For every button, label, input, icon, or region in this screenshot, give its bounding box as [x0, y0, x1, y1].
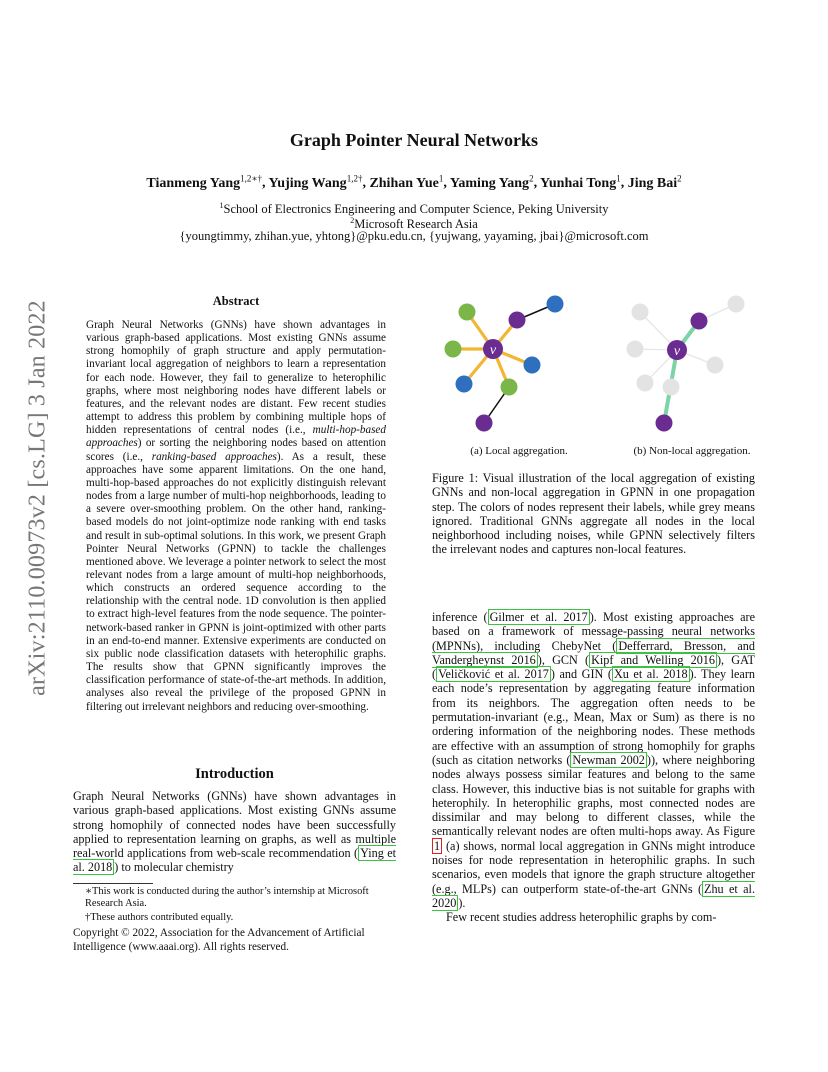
node-blue: [456, 376, 473, 393]
citation-link[interactable]: Ying et al. 2018: [73, 846, 397, 875]
footnote-internship: ∗This work is conducted during the author’s internship at Microsoft Research Asia.: [85, 886, 369, 910]
node-ignored: [627, 341, 644, 358]
arxiv-id-text: arXiv:2110.00973v2 [cs.LG] 3 Jan 2022: [24, 300, 51, 696]
arxiv-identifier: [18, 298, 58, 698]
citation-link[interactable]: Veličković et al. 2017: [438, 667, 549, 682]
author: Zhihan Yue$^1$: [369, 173, 444, 191]
node-ignored: [707, 357, 724, 374]
node-blue: [547, 296, 564, 313]
right-column-body: [432, 610, 755, 925]
node-ignored: [632, 304, 649, 321]
affiliation-1: $^1$School of Electronics Engineering and Computer Science, Peking University: [219, 201, 609, 217]
node-ignored: [637, 375, 654, 392]
selected-edges: [664, 321, 699, 423]
subfigure-caption-a: (a) Local aggregation.: [470, 445, 568, 457]
node-green: [501, 379, 518, 396]
node-blue: [524, 357, 541, 374]
footnote-divider: [73, 883, 153, 884]
copyright-notice: Copyright © 2022, Association for the Advancement of Artificial Intelligence (www.aaai.org). All rights reserved.: [73, 927, 365, 953]
figure-caption: Figure 1: Visual illustration of the local aggregation of existing GNNs and non-local aggregation in GPNN in one propagation step. The colors of nodes represent their labels, while grey means ignored. Traditional GNNs aggregate all nodes in the local neighborhood including noises, while GPNN selectively filters the irrelevant nodes and captures non-local features.: [432, 471, 755, 557]
paper-title: Graph Pointer Neural Networks: [289, 130, 539, 150]
figure-panel-local: [445, 296, 564, 432]
citation-link[interactable]: Kipf and Welling 2016: [591, 652, 715, 667]
node-purple: [656, 415, 673, 432]
author: Jing Bai$^2$: [627, 173, 682, 191]
node-green: [459, 304, 476, 321]
citation-link[interactable]: Zhu et al. 2020: [432, 881, 755, 910]
introduction-body: Graph Neural Networks (GNNs) have shown advantages in various graph-based applications. Most existing GNNs assume strong homophily of connected nodes have been successfully applied to representation learning on graphs, as well as multiple real-world applications from web-scale recommendation ( Ying et al. 2018 ) to molecular chemistry: [73, 789, 397, 875]
abstract-heading: Abstract: [212, 294, 260, 308]
paragraph: inference ( Gilmer et al. 2017 ). Most existing approaches are based on a framework of message-passing neural networks (MPNNs), including ChebyNet ( Defferrard, Bresson, and Vandergheynst 2016 ), GCN ( Kipf and Welling 2016 ), GAT ( Veličković et al. 2017 ) and GIN ( Xu et al. 2018 ). They learn each node’s representation by aggregating feature information from its neighbors. The aggregation often needs to be permutation-invariant (e.g., Mean, Max or Sum) as there is no ordering information of the neighboring nodes. These methods are effective with an assumption of strong homophily for graphs (such as citation networks ( Newman 2002 )), where neighboring nodes always possess similar features and belong to the same class. However, this inductive bias is not suitable for graphs with heterophily. In heterophilic graphs, most connected nodes are dissimilar and may belong to different classes, while the semantically relevant nodes are often multi-hops away. As Figure 1 (a) shows, normal local aggregation in GNNs might introduce noises for node representation in heterophilic graphs. In such scenarios, even models that ignore the graph structure altogether (e.g., MLPs) can outperform state-of-the-art GNNs ( Zhu et al. 2020 ).: [432, 610, 755, 910]
author: Yujing Wang$^{1,2\dagger}$: [268, 173, 363, 191]
center-node-label: v: [489, 343, 497, 358]
paragraph: Few recent studies address heterophilic graphs by com-: [446, 910, 717, 925]
citation-link[interactable]: Gilmer et al. 2017: [489, 610, 588, 624]
subfigure-caption-b: (b) Non-local aggregation.: [633, 445, 751, 457]
node-ignored: [728, 296, 745, 313]
affiliation-2: $^2$Microsoft Research Asia: [350, 216, 478, 232]
footnote-equal-contribution: †These authors contributed equally.: [85, 912, 234, 923]
node-purple: [509, 312, 526, 329]
figure-panel-nonlocal: [627, 296, 745, 432]
node-purple: [476, 415, 493, 432]
author: Yaming Yang$^2$: [449, 173, 534, 191]
author-emails: {youngtimmy, zhihan.yue, yhtong}@pku.edu.cn, {yujwang, yayaming, jbai}@microsoft.com: [179, 229, 649, 243]
citation-link[interactable]: Newman 2002: [572, 752, 645, 767]
center-node-label: v: [673, 344, 681, 359]
figure-aggregation-illustration: [432, 292, 770, 462]
author-list: Tianmeng Yang$^{1,2∗\dagger}$, Yujing Wang$^{1,2\dagger}$, Zhihan Yue$^1$, Yaming Yang$^2$, Yunhai Tong$^1$, Jing Bai$^2$: [146, 173, 682, 191]
node-purple: [691, 313, 708, 330]
author: Tianmeng Yang$^{1,2∗\dagger}$: [146, 173, 262, 191]
node-green: [445, 341, 462, 358]
citation-link[interactable]: Xu et al. 2018: [613, 667, 688, 682]
figure-reference-link[interactable]: 1: [434, 838, 441, 853]
node-ignored: [663, 379, 680, 396]
citation-link[interactable]: Defferrard, Bresson, and Vandergheynst 2016: [432, 638, 755, 667]
abstract-body: Graph Neural Networks (GNNs) have shown advantages in various graph-based applications. Most existing GNNs assume strong homophily of graph structure and apply permutation-invariant local aggregation of neighbors to learn a representation for each node. However, they fail to generalize to heterophilic graphs, where most neighboring nodes have different labels or features, and the relevant nodes are distant. Few recent studies attempt to address this problem by combining multiple hops of hidden representations of central nodes (i.e., multi-hop-based approaches) or sorting the neighboring nodes based on attention scores (i.e., ranking-based approaches). As a result, these approaches have some apparent limitations. On the one hand, multi-hop-based approaches do not explicitly distinguish relevant nodes from a large number of multi-hop neighborhoods, leading to a severe over-smoothing problem. On the other hand, ranking-based models do not joint-optimize node ranking with end tasks and result in sub-optimal solutions. In this work, we present Graph Pointer Neural Networks (GPNN) to tackle the challenges mentioned above. We leverage a pointer network to select the most relevant nodes from a large amount of multi-hop neighborhoods, which constructs an ordered sequence according to the relationship with the central node. 1D convolution is then applied to extract high-level features from the node sequence. The pointer-network-based ranker in GPNN is joint-optimized with other parts in an end-to-end manner. Extensive experiments are conducted on six public node classification datasets with heterophilic graphs. The results show that GPNN significantly improves the classification performance of state-of-the-art methods. In addition, analyses also reveal the privilege of the proposed GPNN in filtering out irrelevant neighbors and reducing over-smoothing.: [86, 319, 386, 713]
introduction-heading: Introduction: [195, 766, 274, 782]
author: Yunhai Tong$^1$: [540, 173, 621, 191]
